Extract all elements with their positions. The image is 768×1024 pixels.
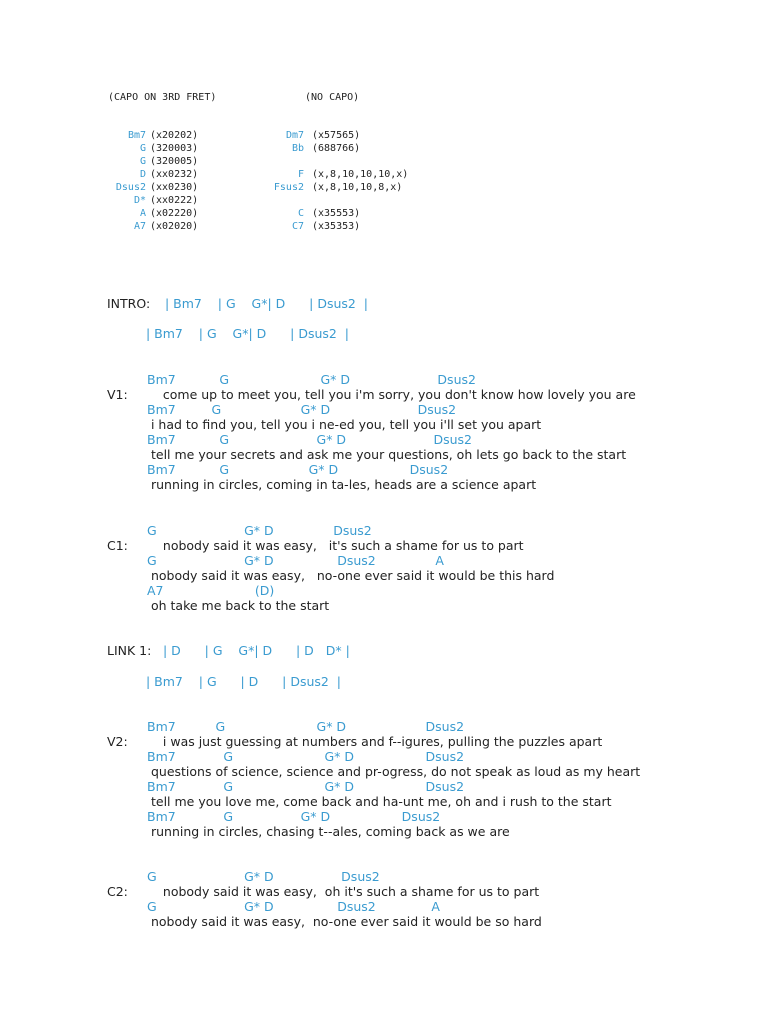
chord-shape: (x,8,10,10,10,x) [312, 169, 409, 180]
chord-shape: (x35353) [312, 221, 361, 232]
verse1-chords-4: Bm7 G G* D Dsus2 [147, 462, 449, 477]
verse2-chords-1: Bm7 G G* D Dsus2 [147, 719, 465, 734]
chord-name: C [297, 208, 304, 219]
intro-bar-line-2: | Bm7 | G G*| D | Dsus2 | [146, 326, 350, 341]
chorus1-chords-3: A7 (D) [147, 583, 275, 598]
chorus1-lyric-1: nobody said it was easy, it's such a shame for us to part [147, 538, 524, 553]
verse2-chords-2: Bm7 G G* D Dsus2 [147, 749, 465, 764]
link1-bar-line-2: | Bm7 | G | D | Dsus2 | [146, 674, 342, 689]
chord-name: C7 [291, 221, 304, 232]
chorus1-label: C1: [107, 538, 128, 553]
chord-name: G [139, 143, 146, 154]
chorus2-label: C2: [107, 884, 128, 899]
verse2-lyric-3: tell me you love me, come back and ha-unt me, oh and i rush to the start [147, 794, 612, 809]
chorus1-lyric-3: oh take me back to the start [147, 598, 330, 613]
chord-name: Bm7 [127, 130, 146, 141]
chord-shape: (x,8,10,10,8,x) [312, 182, 403, 193]
verse1-chords-1: Bm7 G G* D Dsus2 [147, 372, 476, 387]
chord-name: A7 [133, 221, 146, 232]
chord-shape: (x57565) [312, 130, 361, 141]
chorus1-chords-2: G G* D Dsus2 A [147, 553, 444, 568]
verse1-chords-3: Bm7 G G* D Dsus2 [147, 432, 472, 447]
verse2-lyric-4: running in circles, chasing t--ales, coming back as we are [147, 824, 510, 839]
chord-shape: (xx0230) [150, 182, 199, 193]
chord-shape: (320005) [150, 156, 199, 167]
verse1-label: V1: [107, 387, 128, 402]
chorus1-lyric-2: nobody said it was easy, no-one ever said it would be this hard [147, 568, 555, 583]
chord-shape: (x02220) [150, 208, 199, 219]
link1-bar-line-1: | D | G G*| D | D D* | [163, 643, 350, 658]
chord-name: A [139, 208, 146, 219]
capo-left-label: (CAPO ON 3RD FRET) [108, 92, 217, 103]
verse1-chords-2: Bm7 G G* D Dsus2 [147, 402, 457, 417]
chord-shape: (x35553) [312, 208, 361, 219]
chord-shape: (320003) [150, 143, 199, 154]
verse1-lyric-1: come up to meet you, tell you i'm sorry, you don't know how lovely you are [147, 387, 636, 402]
chord-name: Fsus2 [273, 182, 304, 193]
chorus2-chords-2: G G* D Dsus2 A [147, 899, 440, 914]
chord-shape: (688766) [312, 143, 361, 154]
chorus2-lyric-1: nobody said it was easy, oh it's such a shame for us to part [147, 884, 540, 899]
verse1-lyric-2: i had to find you, tell you i ne-ed you, tell you i'll set you apart [147, 417, 542, 432]
chorus2-chords-1: G G* D Dsus2 [147, 869, 380, 884]
chord-name: Dsus2 [115, 182, 146, 193]
verse2-label: V2: [107, 734, 128, 749]
chord-name: Dm7 [285, 130, 304, 141]
chord-name: D* [133, 195, 146, 206]
verse1-lyric-3: tell me your secrets and ask me your questions, oh lets go back to the start [147, 447, 627, 462]
verse2-chords-3: Bm7 G G* D Dsus2 [147, 779, 465, 794]
link1-label: LINK 1: [107, 643, 152, 658]
verse2-lyric-2: questions of science, science and pr-ogress, do not speak as loud as my heart [147, 764, 641, 779]
verse1-lyric-4: running in circles, coming in ta-les, heads are a science apart [147, 477, 537, 492]
chord-shape: (xx0222) [150, 195, 199, 206]
chord-name: G [139, 156, 146, 167]
intro-bar-line-1: | Bm7 | G G*| D | Dsus2 | [165, 296, 369, 311]
capo-right-label: (NO CAPO) [305, 92, 360, 103]
chord-name: D [139, 169, 146, 180]
chord-name: F [297, 169, 304, 180]
chorus2-lyric-2: nobody said it was easy, no-one ever said it would be so hard [147, 914, 542, 929]
chord-shape: (x02020) [150, 221, 199, 232]
intro-label: INTRO: [107, 296, 151, 311]
chorus1-chords-1: G G* D Dsus2 [147, 523, 372, 538]
chord-name: Bb [291, 143, 304, 154]
verse2-chords-4: Bm7 G G* D Dsus2 [147, 809, 441, 824]
chord-shape: (x20202) [150, 130, 199, 141]
chord-shape: (xx0232) [150, 169, 199, 180]
verse2-lyric-1: i was just guessing at numbers and f--igures, pulling the puzzles apart [147, 734, 603, 749]
